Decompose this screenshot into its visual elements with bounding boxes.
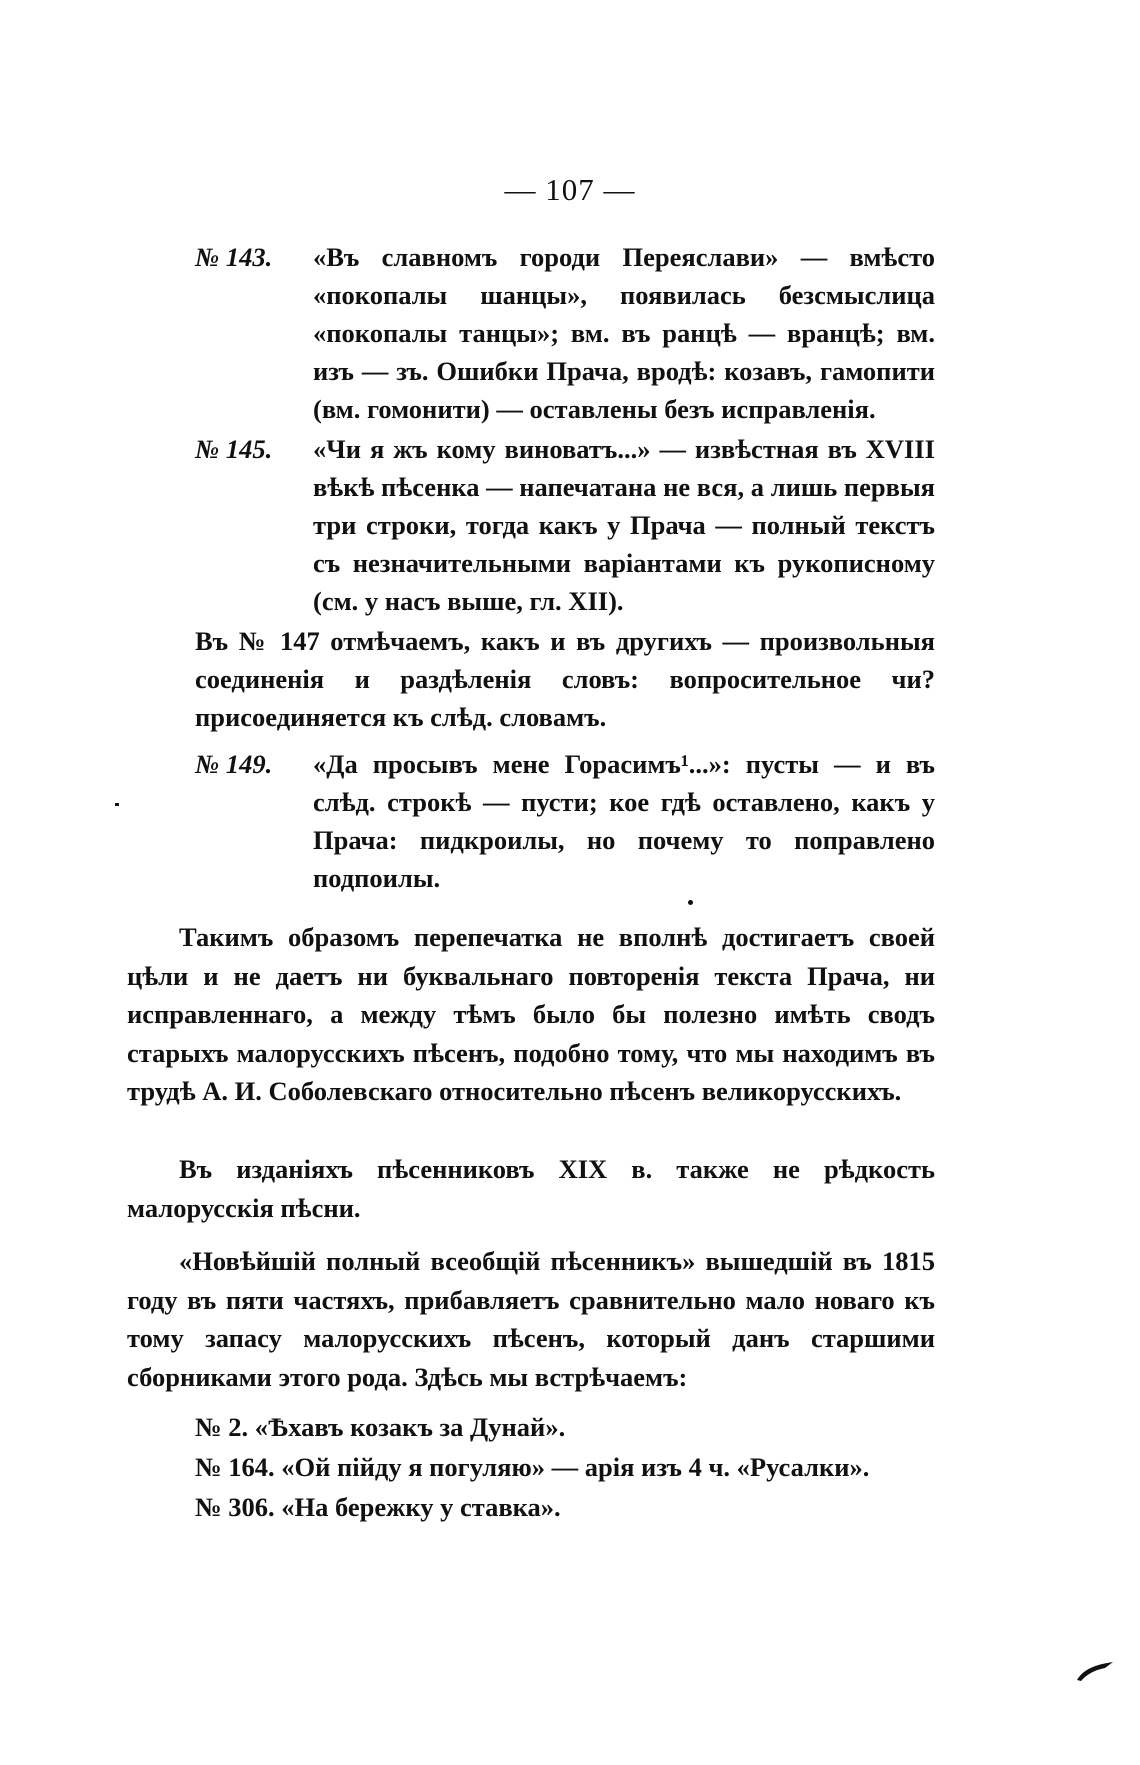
entry-label: № 145. xyxy=(195,434,273,464)
entry-145 xyxy=(195,430,935,620)
entry-label: № 149. xyxy=(195,749,273,779)
list-item: № 2. «Ѣхавъ козакъ за Дунай». xyxy=(195,1412,566,1442)
paragraph-summary: Такимъ образомъ перепечатка не вполнѣ достигаетъ своей цѣли и не даетъ ни буквальнаго повторенія текста Прача, ни исправленнаго, а между тѣмъ было бы полезно имѣть сводъ старыхъ малорусскихъ пѣсенъ, подобно тому, что мы находимъ въ трудѣ А. И. Соболевскаго относительно пѣсенъ великорусскихъ. xyxy=(127,922,935,1106)
paragraph-nineteenth-century: Въ изданіяхъ пѣсенниковъ XIX в. также не рѣдкость малорусскія пѣсни. xyxy=(127,1154,935,1223)
entry-text: «Чи я жъ кому виноватъ...» — извѣстная въ XVIII вѣкѣ пѣсенка — напечатана не вся, а лишь первыя три строки, тогда какъ у Прача — полный текстъ съ незначительными варіантами къ рукописному (см. у насъ выше, гл. XII). xyxy=(313,434,935,616)
page-number: — 107 — xyxy=(504,172,636,207)
entry-149 xyxy=(195,745,935,897)
entry-text: Въ № 147 отмѣчаемъ, какъ и въ другихъ — произвольныя соединенія и раздѣленія словъ: вопросительное чи? присоединяется къ слѣд. словамъ. xyxy=(195,626,935,732)
list-item: № 164. «Ой пійду я погуляю» — арія изъ 4 ч. «Русалки». xyxy=(195,1452,870,1482)
ink-dot xyxy=(688,900,693,905)
entry-label: № 143. xyxy=(195,242,273,272)
margin-mark xyxy=(115,803,119,806)
entry-143 xyxy=(195,238,935,428)
paragraph-songbook-1815: «Новѣйшій полный всеобщій пѣсенникъ» вышедшій въ 1815 году въ пяти частяхъ, прибавляетъ сравнительно мало новаго къ тому запасу малорусскихъ пѣсенъ, который данъ старшими сборниками этого рода. Здѣсь мы встрѣчаемъ: xyxy=(127,1246,935,1392)
entry-text: «Да просывъ мене Горасимъ¹...»: пусты — и въ слѣд. строкѣ — пусти; кое гдѣ оставлено, какъ у Прача: пидкроилы, но почему то поправлено подпоилы. xyxy=(313,749,935,893)
entry-147 xyxy=(195,622,935,736)
ink-blot xyxy=(1075,1660,1115,1682)
list-item: № 306. «На бережку у ставка». xyxy=(195,1492,561,1522)
entry-text: «Въ славномъ городи Переяслави» — вмѣсто «покопалы шанцы», появилась безсмыслица «покопалы танцы»; вм. въ ранцѣ — вранцѣ; вм. изъ — зъ. Ошибки Прача, вродѣ: козавъ, гамопити (вм. гомонити) — оставлены безъ исправленія. xyxy=(313,242,935,424)
